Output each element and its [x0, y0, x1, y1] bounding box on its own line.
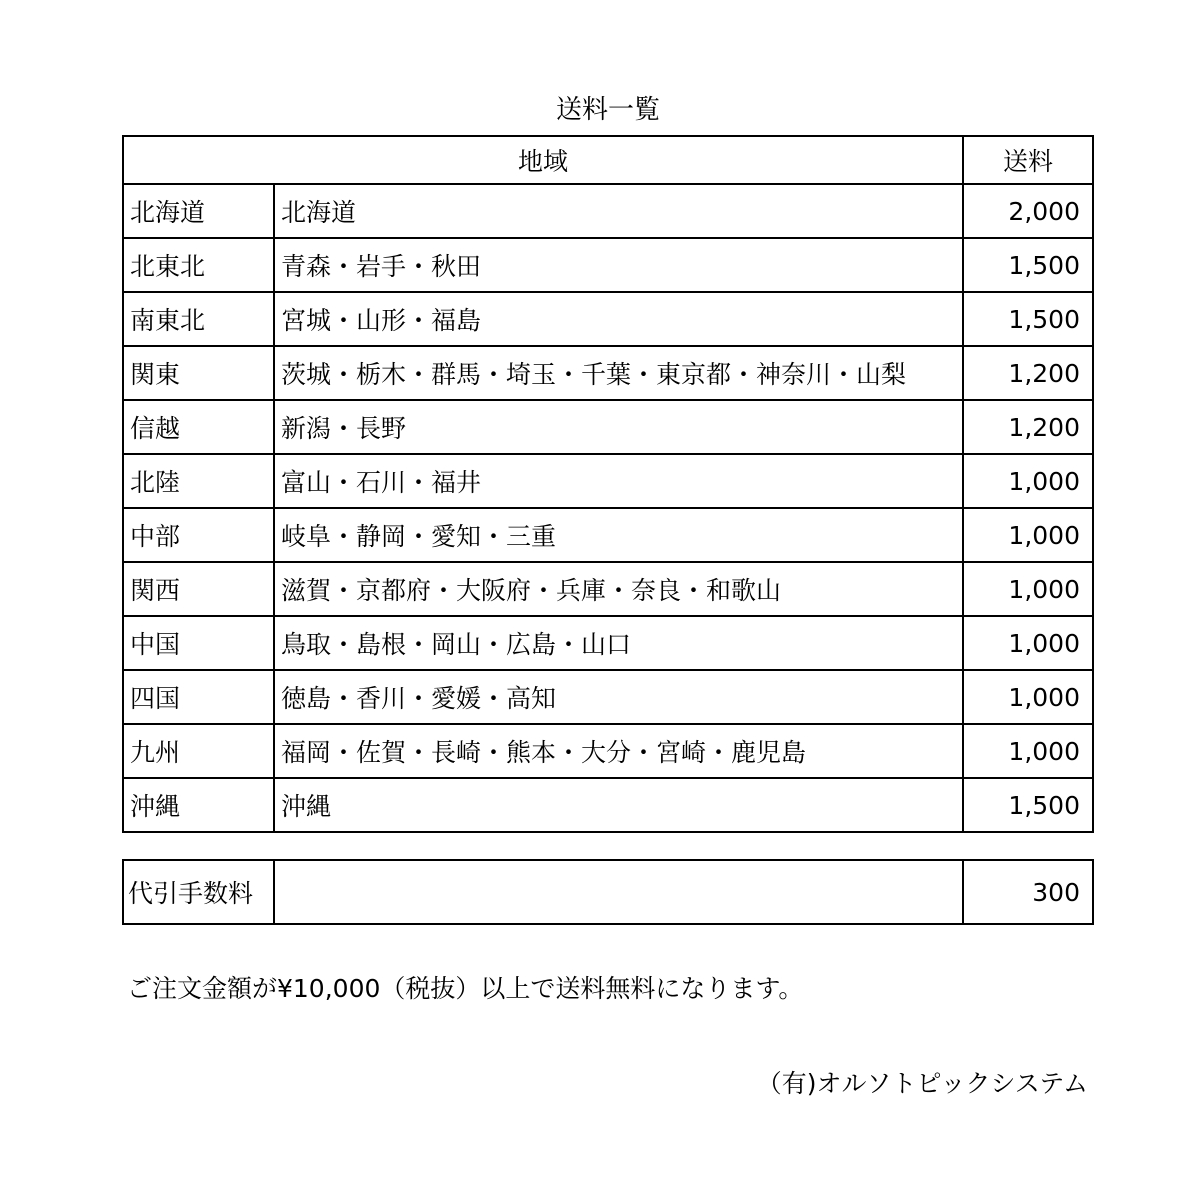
- prefectures-cell: 岐阜・静岡・愛知・三重: [274, 508, 963, 562]
- prefectures-cell: 新潟・長野: [274, 400, 963, 454]
- cod-fee-table: [122, 859, 1094, 925]
- fee-cell: 1,500: [963, 292, 1093, 346]
- shipping-rate-table: [122, 135, 1094, 833]
- table-header-row: [123, 136, 1093, 184]
- table-row: [123, 508, 1093, 562]
- fee-cell: 1,000: [963, 454, 1093, 508]
- region-cell: 信越: [123, 400, 274, 454]
- fee-cell: 1,000: [963, 562, 1093, 616]
- prefectures-cell: 徳島・香川・愛媛・高知: [274, 670, 963, 724]
- free-shipping-note: ご注文金額が¥10,000（税抜）以上で送料無料になります。: [127, 974, 804, 1003]
- prefectures-cell: 富山・石川・福井: [274, 454, 963, 508]
- prefectures-cell: 宮城・山形・福島: [274, 292, 963, 346]
- table-row: [123, 724, 1093, 778]
- table-row: [123, 454, 1093, 508]
- region-cell: 中部: [123, 508, 274, 562]
- cod-label: 代引手数料: [123, 860, 274, 924]
- fee-cell: 1,200: [963, 400, 1093, 454]
- company-name: （有)オルソトピックシステム: [756, 1069, 1088, 1098]
- fee-cell: 1,500: [963, 238, 1093, 292]
- table-row: [123, 184, 1093, 238]
- region-cell: 南東北: [123, 292, 274, 346]
- cod-fee: 300: [963, 860, 1093, 924]
- table-row: [123, 670, 1093, 724]
- prefectures-cell: 茨城・栃木・群馬・埼玉・千葉・東京都・神奈川・山梨: [274, 346, 963, 400]
- region-cell: 北東北: [123, 238, 274, 292]
- cod-empty-cell: [274, 860, 963, 924]
- fee-cell: 1,200: [963, 346, 1093, 400]
- header-region: 地域: [123, 136, 963, 184]
- table-row: [123, 238, 1093, 292]
- fee-cell: 1,500: [963, 778, 1093, 832]
- prefectures-cell: 滋賀・京都府・大阪府・兵庫・奈良・和歌山: [274, 562, 963, 616]
- page-title: 送料一覧: [555, 95, 660, 125]
- region-cell: 九州: [123, 724, 274, 778]
- region-cell: 沖縄: [123, 778, 274, 832]
- prefectures-cell: 鳥取・島根・岡山・広島・山口: [274, 616, 963, 670]
- fee-cell: 1,000: [963, 724, 1093, 778]
- region-cell: 関西: [123, 562, 274, 616]
- header-fee: 送料: [963, 136, 1093, 184]
- cod-row: [123, 860, 1093, 924]
- table-row: [123, 778, 1093, 832]
- table-row: [123, 292, 1093, 346]
- region-cell: 関東: [123, 346, 274, 400]
- table-row: [123, 562, 1093, 616]
- fee-cell: 2,000: [963, 184, 1093, 238]
- table-row: [123, 346, 1093, 400]
- fee-cell: 1,000: [963, 670, 1093, 724]
- prefectures-cell: 福岡・佐賀・長崎・熊本・大分・宮崎・鹿児島: [274, 724, 963, 778]
- region-cell: 中国: [123, 616, 274, 670]
- prefectures-cell: 北海道: [274, 184, 963, 238]
- fee-cell: 1,000: [963, 508, 1093, 562]
- region-cell: 北海道: [123, 184, 274, 238]
- fee-cell: 1,000: [963, 616, 1093, 670]
- prefectures-cell: 青森・岩手・秋田: [274, 238, 963, 292]
- region-cell: 北陸: [123, 454, 274, 508]
- table-row: [123, 400, 1093, 454]
- region-cell: 四国: [123, 670, 274, 724]
- table-row: [123, 616, 1093, 670]
- prefectures-cell: 沖縄: [274, 778, 963, 832]
